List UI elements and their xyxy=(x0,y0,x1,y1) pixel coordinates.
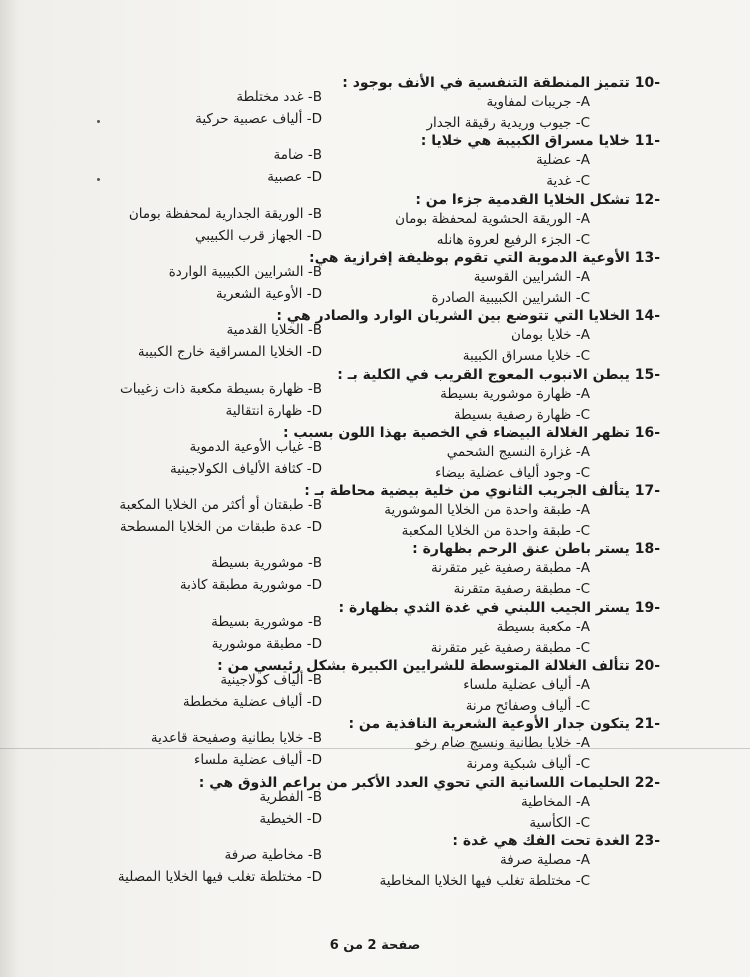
option-letter: B- xyxy=(307,263,322,280)
option-text: الجزء الرفيع لعروة هانله xyxy=(436,231,572,248)
option-letter: C- xyxy=(575,698,590,714)
option-text: خلايا مسراق الكبيبة xyxy=(462,348,572,365)
option-letter: C- xyxy=(575,756,590,773)
question-number: -14 xyxy=(634,308,660,325)
option-text: مطبقة رصفية متقرنة xyxy=(453,581,572,598)
question-text: يستر باطن عنق الرحم بظهارة : xyxy=(412,541,630,558)
answer-option-a xyxy=(440,385,590,403)
answer-option-a xyxy=(415,734,590,752)
answer-option-a xyxy=(474,268,590,286)
question-number: -20 xyxy=(634,658,660,674)
option-letter: C- xyxy=(575,289,590,306)
answer-option-b xyxy=(220,671,322,689)
question-number: -18 xyxy=(634,541,660,558)
option-text: الوريقة الحشوية لمحفظة بومان xyxy=(395,210,572,227)
question-number: -21 xyxy=(634,716,660,733)
answer-option-a xyxy=(447,443,590,461)
question-number: -23 xyxy=(634,832,660,849)
option-text: ظهارة انتقالية xyxy=(225,402,303,419)
option-text: جيوب وريدية رقيقة الجدار xyxy=(426,115,572,131)
ink-dot xyxy=(97,178,100,181)
option-letter: A- xyxy=(575,152,590,169)
option-text: موشورية بسيطة xyxy=(211,613,304,630)
option-text: الجهاز قرب الكبيبي xyxy=(195,227,303,244)
option-text: مختلطة تغلب فيها الخلايا المصلية xyxy=(117,868,303,885)
option-letter: B- xyxy=(307,438,322,455)
option-text: عدة طبقات من الخلايا المسطحة xyxy=(119,519,303,536)
option-text: الشرايين الكبيبية الصادرة xyxy=(431,289,572,306)
option-text: خلايا بومان xyxy=(511,327,572,344)
answer-option-d xyxy=(216,285,322,303)
option-text: غدد مختلطة xyxy=(236,89,304,105)
option-letter: C- xyxy=(575,814,590,831)
option-text: ضامة xyxy=(273,147,304,164)
question-number: -15 xyxy=(634,366,660,383)
page-number: صفحة 2 من 6 xyxy=(329,938,421,953)
question-text: الغدة تحت الفك هي غدة : xyxy=(452,832,630,849)
option-text: خلايا بطانية وصفيحة قاعدية xyxy=(150,730,304,747)
option-text: طبقة واحدة من الخلايا الموشورية xyxy=(384,502,572,519)
answer-option-c xyxy=(546,172,590,190)
option-letter: C- xyxy=(575,231,590,248)
option-text: الفطرية xyxy=(259,788,304,805)
answer-option-a xyxy=(431,559,590,577)
question-number: -12 xyxy=(634,191,660,208)
answer-option-d xyxy=(212,635,322,653)
option-text: غزارة النسيج الشحمي xyxy=(446,443,572,460)
question-text: يتألف الجريب الثانوي من خلية بيضية محاطة بـ : xyxy=(304,483,630,500)
answer-option-a xyxy=(486,93,590,111)
question-number: -11 xyxy=(634,133,660,150)
option-text: الخيطية xyxy=(259,810,303,827)
option-text: الوريقة الجدارية لمحفظة بومان xyxy=(128,205,304,222)
answer-option-c xyxy=(466,697,590,715)
answer-option-b xyxy=(211,613,322,631)
answer-option-b xyxy=(169,263,322,281)
answer-option-d xyxy=(195,110,322,128)
question-text: الحليمات اللسانية التي تحوي العدد الأكبر من براعم الذوق هي : xyxy=(198,774,630,791)
option-letter: D- xyxy=(306,285,322,302)
option-letter: C- xyxy=(575,639,590,656)
option-text: ألياف عضلية ملساء xyxy=(194,752,303,769)
answer-option-c xyxy=(529,814,590,832)
option-letter: A- xyxy=(575,327,590,344)
page-fold-line xyxy=(0,748,750,749)
question-text: يستر الجيب اللبني في غدة الثدي بظهارة : xyxy=(338,599,630,616)
option-letter: B- xyxy=(307,322,322,339)
option-letter: A- xyxy=(575,560,590,577)
option-letter: B- xyxy=(307,846,322,863)
question-text: الخلايا التي تتوضع بين الشريان الوارد والصادر هي : xyxy=(276,308,630,325)
answer-option-d xyxy=(180,576,322,594)
answer-option-d xyxy=(120,518,322,536)
option-letter: B- xyxy=(307,497,322,514)
option-letter: C- xyxy=(575,173,590,190)
option-letter: B- xyxy=(307,89,322,105)
option-text: ألياف شبكية ومرنة xyxy=(466,756,572,773)
option-letter: D- xyxy=(306,344,322,361)
answer-option-b xyxy=(119,496,322,514)
answer-option-d xyxy=(138,343,322,361)
option-letter: C- xyxy=(575,872,590,889)
answer-option-d xyxy=(195,227,322,245)
answer-option-a xyxy=(384,501,590,519)
option-letter: B- xyxy=(307,555,322,572)
option-letter: D- xyxy=(306,635,322,652)
answer-option-a xyxy=(536,151,590,169)
option-text: طبقة واحدة من الخلايا المكعبة xyxy=(401,523,572,540)
option-letter: A- xyxy=(575,793,590,810)
answer-option-d xyxy=(118,868,322,886)
answer-option-b xyxy=(129,205,322,223)
question-number: -19 xyxy=(634,599,660,616)
option-text: خلايا بطانية ونسيج ضام رخو xyxy=(415,735,572,752)
option-letter: C- xyxy=(575,406,590,423)
option-letter: B- xyxy=(307,613,322,630)
option-text: ألياف وصفائح مرنة xyxy=(465,698,572,714)
option-letter: D- xyxy=(306,169,322,186)
option-letter: D- xyxy=(306,111,322,127)
option-letter: A- xyxy=(575,443,590,460)
option-text: مختلطة تغلب فيها الخلايا المخاطية xyxy=(379,872,572,889)
ink-dot xyxy=(97,120,100,123)
answer-option-b xyxy=(236,88,322,106)
question-text: تشكل الخلايا القدمية جزءا من : xyxy=(415,191,630,208)
answer-option-a xyxy=(500,851,590,869)
option-text: موشورية بسيطة xyxy=(211,555,304,572)
answer-option-a xyxy=(521,793,590,811)
option-text: كثافة الألياف الكولاجينية xyxy=(169,460,303,477)
option-letter: C- xyxy=(575,464,590,481)
answer-option-c xyxy=(380,872,591,890)
answer-option-b xyxy=(211,554,322,572)
option-letter: D- xyxy=(306,752,322,769)
answer-option-d xyxy=(170,460,322,478)
option-letter: A- xyxy=(575,502,590,519)
question-text: الأوعية الدموية التي تقوم بوظيفة إفرازية هي: xyxy=(308,249,630,266)
question-text: تتألف الغلالة المتوسطة للشرايين الكبيرة بشكل رئيسي من : xyxy=(217,658,630,674)
question-number: -10 xyxy=(634,75,660,91)
answer-option-b xyxy=(274,146,322,164)
option-text: وجود ألياف عضلية بيضاء xyxy=(435,464,572,481)
question-number: -13 xyxy=(634,249,660,266)
answer-option-b xyxy=(190,438,322,456)
page-edge-shadow xyxy=(0,0,20,977)
question-text: تتميز المنطقة التنفسية في الأنف بوجود : xyxy=(342,75,630,91)
option-text: ألياف عصبية حركية xyxy=(195,111,303,127)
option-letter: C- xyxy=(575,115,590,131)
option-letter: D- xyxy=(306,694,322,710)
question-text: يتكون جدار الأوعية الشعرية النافذية من : xyxy=(348,716,630,733)
answer-option-b xyxy=(120,380,322,398)
option-text: الخلايا القدمية xyxy=(226,322,304,339)
answer-option-c xyxy=(466,755,590,773)
option-letter: A- xyxy=(575,618,590,635)
option-letter: A- xyxy=(575,385,590,402)
option-letter: D- xyxy=(306,868,322,885)
option-letter: B- xyxy=(307,788,322,805)
answer-option-d xyxy=(259,810,322,828)
answer-option-c xyxy=(454,406,590,424)
option-text: الخلايا المسراقية خارج الكبيبة xyxy=(137,344,303,361)
option-letter: A- xyxy=(575,851,590,868)
question-number: -17 xyxy=(634,483,660,500)
option-letter: A- xyxy=(575,268,590,285)
option-letter: A- xyxy=(575,735,590,752)
option-letter: B- xyxy=(307,380,322,397)
answer-option-b xyxy=(259,788,322,806)
answer-option-c xyxy=(463,347,590,365)
answer-option-a xyxy=(497,618,590,636)
option-text: الأوعية الشعرية xyxy=(215,285,303,302)
option-text: مكعبة بسيطة xyxy=(496,618,572,635)
answer-option-d xyxy=(267,168,322,186)
answer-option-a xyxy=(395,210,590,228)
option-text: جريبات لمفاوية xyxy=(486,94,572,110)
option-text: ظهارة موشورية بسيطة xyxy=(440,385,572,402)
option-letter: C- xyxy=(575,348,590,365)
answer-option-c xyxy=(426,114,590,132)
answer-option-d xyxy=(183,693,322,711)
option-text: غدية xyxy=(546,173,572,190)
question-text: خلايا مسراق الكبيبة هي خلايا : xyxy=(420,133,630,150)
option-text: موشورية مطبقة كاذبة xyxy=(179,577,303,594)
option-text: مطبقة رصفية غير متقرنة xyxy=(430,560,572,577)
answer-option-d xyxy=(226,402,323,420)
option-letter: C- xyxy=(575,581,590,598)
answer-option-c xyxy=(437,231,590,249)
option-text: عصبية xyxy=(267,169,303,186)
answer-option-a xyxy=(463,676,590,694)
option-text: مصلية صرفة xyxy=(499,851,572,868)
option-text: الكأسية xyxy=(529,814,572,831)
option-letter: D- xyxy=(306,519,322,536)
option-text: غياب الأوعية الدموية xyxy=(189,438,304,455)
answer-option-a xyxy=(511,326,590,344)
answer-option-d xyxy=(194,751,322,769)
option-letter: D- xyxy=(306,460,322,477)
question-number: -22 xyxy=(634,774,660,791)
answer-option-c xyxy=(402,522,590,540)
answer-option-c xyxy=(431,289,590,307)
option-text: مخاطية صرفة xyxy=(224,846,304,863)
option-text: عضلية xyxy=(536,152,572,169)
option-letter: A- xyxy=(575,210,590,227)
question-text: تظهر الغلالة البيضاء في الخصية بهذا اللون بسبب : xyxy=(282,424,630,441)
question-text: يبطن الانبوب المعوج القريب في الكلية بـ : xyxy=(337,366,630,383)
option-text: ألياف عضلية مخططة xyxy=(182,694,303,710)
option-text: المخاطية xyxy=(521,793,572,810)
answer-option-c xyxy=(454,580,590,598)
question-number: -16 xyxy=(634,424,660,441)
option-letter: D- xyxy=(306,577,322,594)
option-text: مطبقة رصفية غير متقرنة xyxy=(430,639,572,656)
option-letter: D- xyxy=(306,810,322,827)
option-letter: B- xyxy=(307,730,322,747)
option-text: الشرايين الكبيبية الواردة xyxy=(168,263,304,280)
answer-option-b xyxy=(151,729,322,747)
answer-option-c xyxy=(431,639,590,657)
option-letter: B- xyxy=(307,672,322,688)
option-letter: A- xyxy=(575,677,590,693)
option-letter: D- xyxy=(306,227,322,244)
option-letter: B- xyxy=(307,205,322,222)
option-text: ظهارة رصفية بسيطة xyxy=(453,406,572,423)
option-text: مطبقة موشورية xyxy=(211,635,303,652)
option-text: ظهارة بسيطة مكعبة ذات زغيبات xyxy=(120,380,304,397)
option-letter: C- xyxy=(575,523,590,540)
option-letter: D- xyxy=(306,402,322,419)
answer-option-c xyxy=(435,464,590,482)
option-text: ألياف كولاجينية xyxy=(220,672,304,688)
option-text: ألياف عضلية ملساء xyxy=(463,677,572,693)
option-letter: B- xyxy=(307,147,322,164)
option-text: الشرايين القوسية xyxy=(473,268,572,285)
answer-option-b xyxy=(226,321,322,339)
option-letter: A- xyxy=(575,94,590,110)
option-text: طبقتان أو أكثر من الخلايا المكعبة xyxy=(119,497,304,514)
answer-option-b xyxy=(225,846,322,864)
